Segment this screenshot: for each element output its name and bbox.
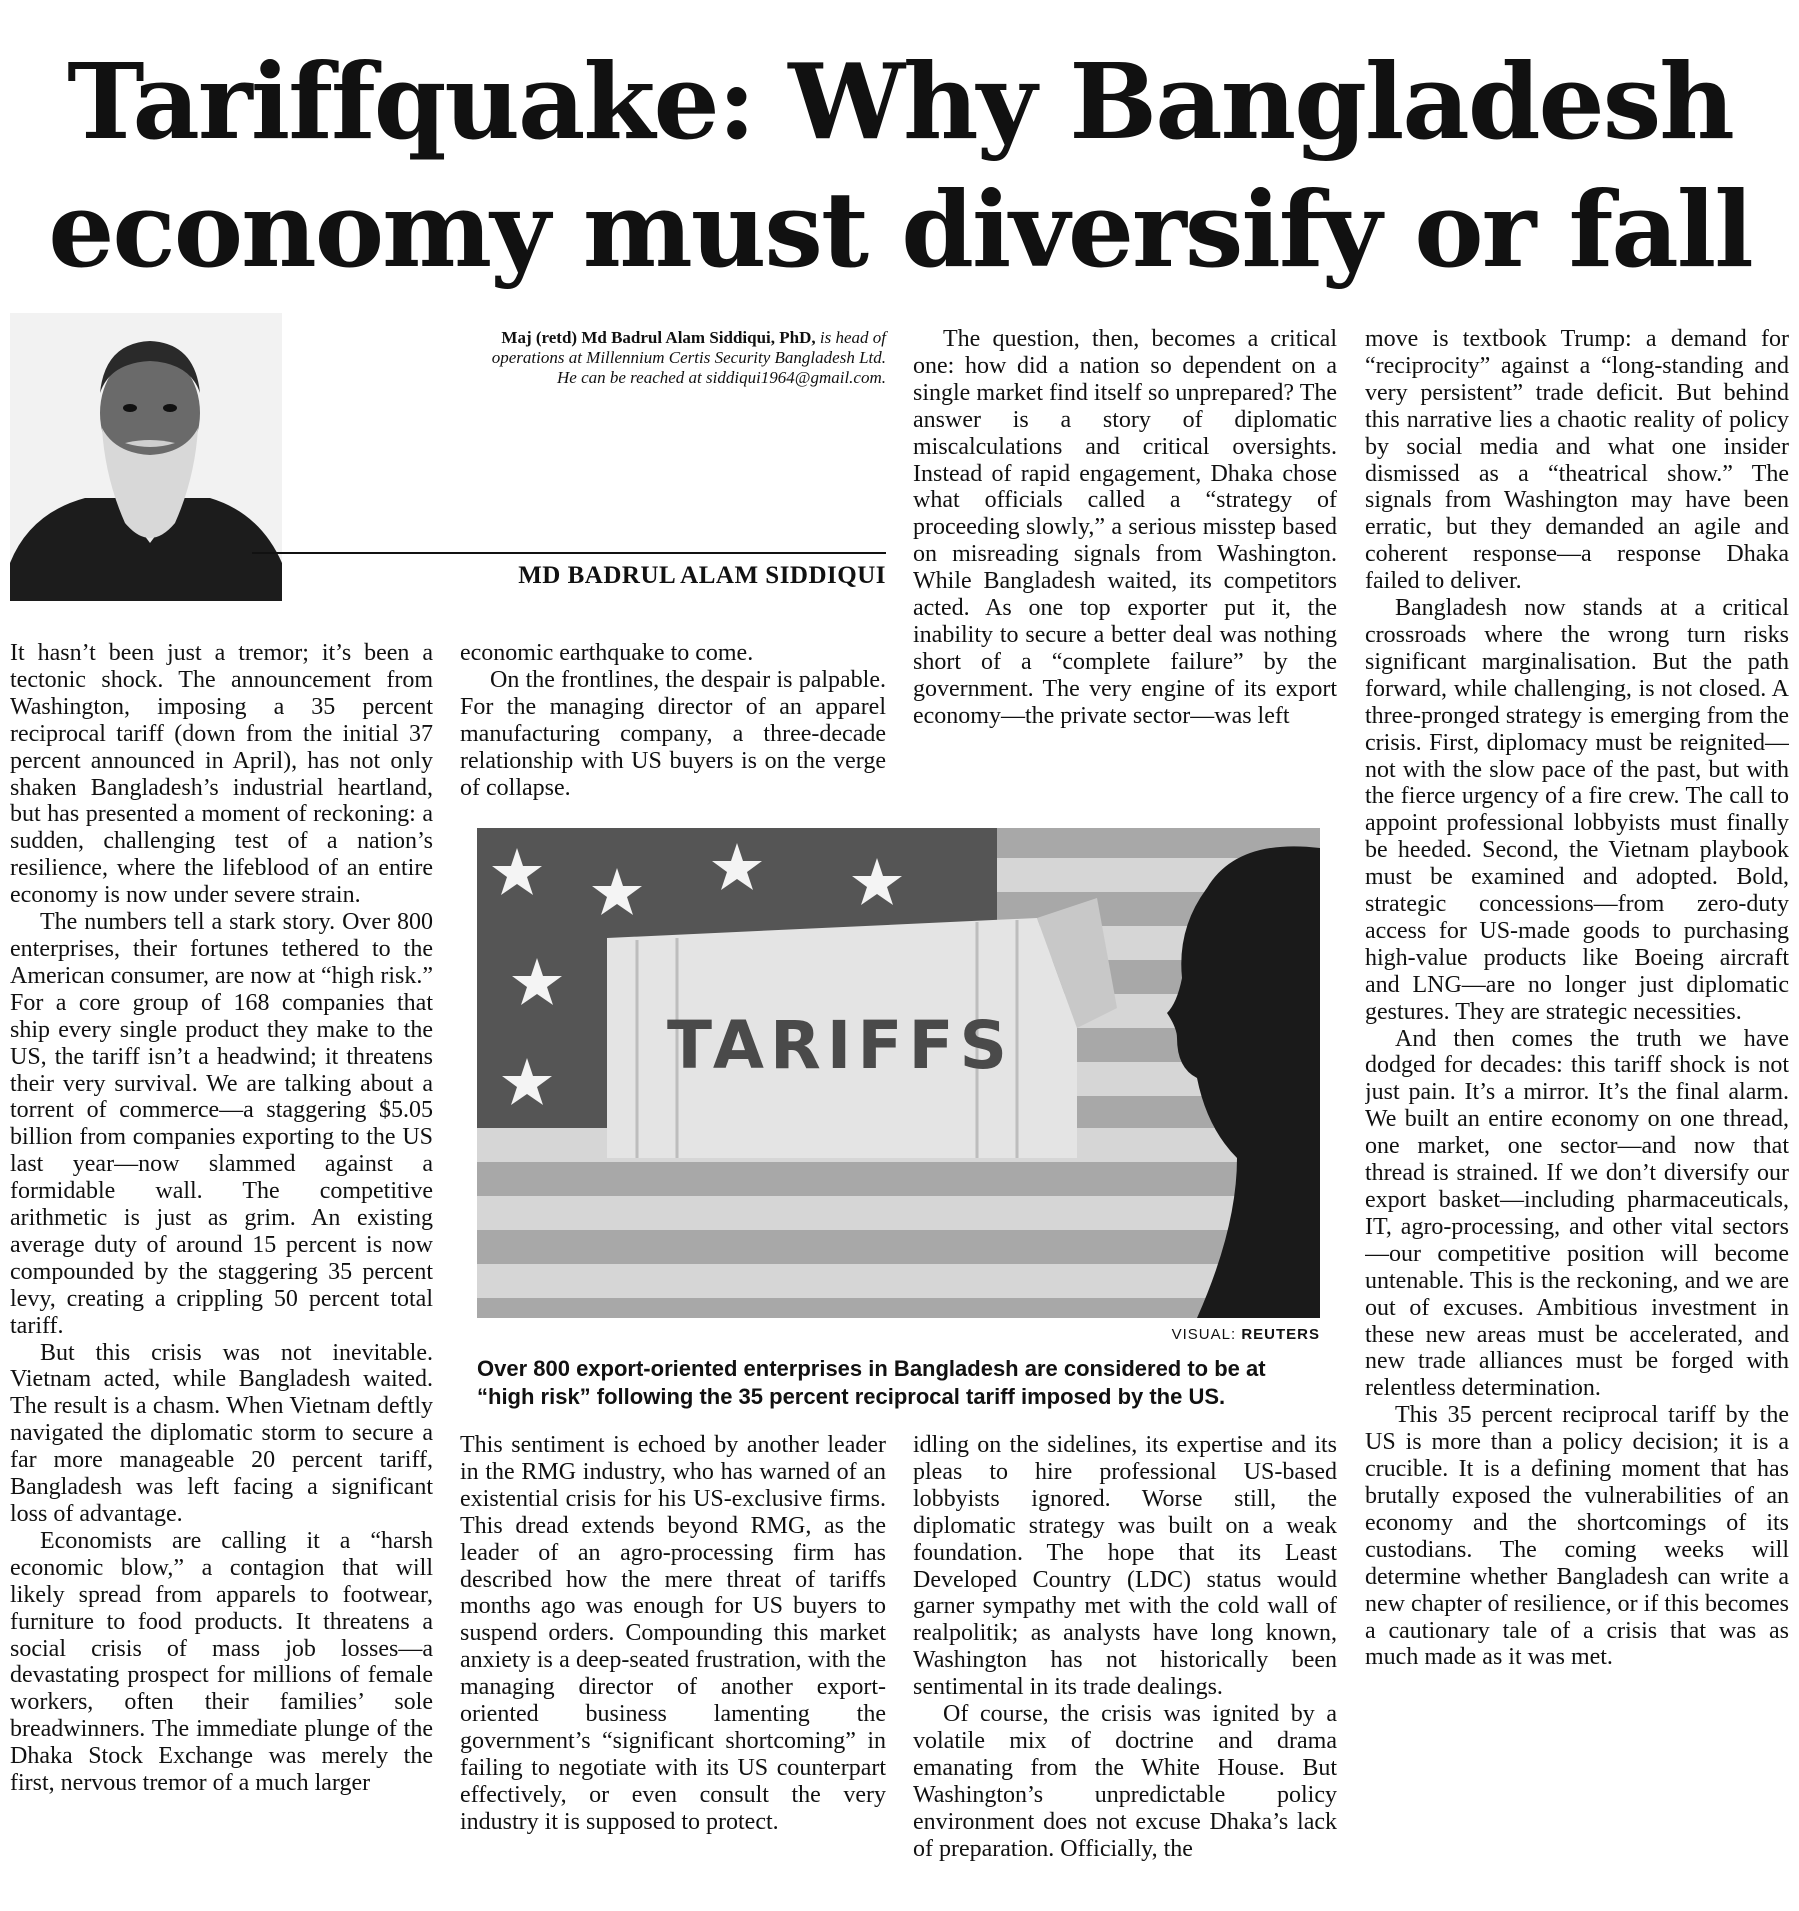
paragraph: move is textbook Trump: a demand for “reciprocity” against a “long-standing and very persistent” trade deficit. But behind this narrative lies a chaotic reality of policy by social media and what one insider dismissed as a “theatrical show.” The signals from Washington may have been erratic, but they demanded an agile and coherent response—a response Dhaka failed to deliver. (1365, 326, 1789, 595)
byline-rule (252, 552, 886, 554)
body-column-1 (10, 640, 433, 1902)
headline-line-2: economy must diversify or fall (48, 168, 1752, 291)
author-note (470, 328, 886, 388)
paragraph: Bangladesh now stands at a critical crossroads where the wrong turn risks significant marginalisation. But the path forward, while challenging, is not closed. A three-pronged strategy is emerging from the crisis. First, diplomacy must be reignited—not with the slow pace of the past, but with the fierce urgency of a fire crew. The call to appoint professional lobbyists must finally be heeded. Second, the Vietnam playbook must be examined and adopted. Bold, strategic concessions—from zero-duty access for US-made goods to purchasing high-value products like Boeing aircraft and LNG—are no longer just diplomatic gestures. They are strategic necessities. (1365, 595, 1789, 1025)
author-portrait (10, 313, 282, 601)
visual-caption: Over 800 export-oriented enterprises in Bangladesh are considered to be at “high risk” following the 35 percent reciprocal tariff imposed by the US. (477, 1356, 1266, 1409)
paragraph: Economists are calling it a “harsh economic blow,” a contagion that will likely spread from apparels to footwear, furniture to food products. It threatens a social crisis of mass job losses—a devastating prospect for millions of female workers, often their families’ sole breadwinners. The immediate plunge of the Dhaka Stock Exchange was merely the first, nervous tremor of a much larger (10, 1527, 433, 1797)
paragraph: Of course, the crisis was ignited by a volatile mix of doctrine and drama emanating from the White House. But Washington’s unpredictable policy environment does not excuse Dhaka’s lack of preparation. Officially, the (913, 1701, 1337, 1862)
body-column-3-top (913, 326, 1337, 808)
paragraph: idling on the sidelines, its expertise and its pleas to hire professional US-based lobbyists ignored. Worse still, the diplomatic strategy was built on a weak foundation. The hope that its Least Developed Country (LDC) status would garner sympathy met with the cold wall of realpolitik; as analysts have long known, Washington has not historically been sentimental in its trade dealings. (913, 1432, 1337, 1701)
article-headline (40, 38, 1760, 294)
visual-credit (1000, 1326, 1320, 1343)
author-note-text: is head of operations at Millennium Certis Security Bangladesh Ltd. He can be reached at siddiqui1964@gmail.com. (491, 328, 886, 387)
paragraph: economic earthquake to come. (460, 640, 754, 666)
article-visual (477, 828, 1320, 1318)
paragraph: The numbers tell a stark story. Over 800 enterprises, their fortunes tethered to the American consumer, are now at “high risk.” For a core group of 168 companies that ship every single product they make to the US, the tariff isn’t a headwind; it threatens their very survival. We are talking about a torrent of commerce—a staggering $5.05 billion from companies exporting to the US last year—now slammed against a formidable wall. The competitive arithmetic is just as grim. An existing average duty of around 15 percent is now compounded by the staggering 35 percent levy, creating a crippling 50 percent total tariff. (10, 909, 433, 1339)
credit-label: VISUAL: (1171, 1326, 1237, 1343)
body-column-4 (1365, 326, 1789, 1904)
body-column-3-bottom (913, 1432, 1337, 1904)
container-label: TARIFFS (667, 1007, 1014, 1084)
credit-source: REUTERS (1241, 1326, 1320, 1343)
author-note-name: Maj (retd) Md Badrul Alam Siddiqui, PhD, (501, 328, 816, 347)
paragraph: But this crisis was not inevitable. Vietnam acted, while Bangladesh waited. The result is a chasm. When Vietnam deftly navigated the diplomatic storm to secure a far more manageable 20 percent tariff, Bangladesh was left facing a significant loss of advantage. (10, 1339, 433, 1527)
paragraph: This 35 percent reciprocal tariff by the US is more than a policy decision; it is a crucible. It is a defining moment that has brutally exposed the vulnerabilities of an economy and the shortcomings of its custodians. The coming weeks will determine whether Bangladesh can write a new chapter of resilience, or if this becomes a cautionary tale of a crisis that was as much made as it was met. (1365, 1402, 1789, 1671)
paragraph: The question, then, becomes a critical one: how did a nation so dependent on a single market find itself so unprepared? The answer is a story of diplomatic miscalculations and critical oversights. Instead of rapid engagement, Dhaka chose what officials called a “strategy of proceeding slowly,” a serious misstep based on misreading signals from Washington. While Bangladesh waited, its competitors acted. As one top exporter put it, the inability to secure a better deal was nothing short of a “complete failure” by the government. The very engine of its export economy—the private sector—was left (913, 326, 1337, 729)
headline-line-1: Tariffquake: Why Bangladesh (67, 40, 1733, 163)
body-column-2-bottom (460, 1432, 886, 1904)
paragraph: This sentiment is echoed by another leader in the RMG industry, who has warned of an existential crisis for his US-exclusive firms. This dread extends beyond RMG, as the leader of an agro-processing firm has described how the mere threat of tariffs months ago was enough for US buyers to suspend orders. Compounding this market anxiety is a deep-seated frustration, with the managing director of another export-oriented business lamenting the government’s “significant shortcoming” in failing to negotiate with its US counterpart effectively, or even consult the very industry it is supposed to protect. (460, 1432, 886, 1835)
paragraph: And then comes the truth we have dodged for decades: this tariff shock is not just pain. It’s a mirror. It’s the final alarm. We built an entire economy on one thread, one market, one sector—and now that thread is strained. If we don’t diversify our export basket—including pharmaceuticals, IT, agro-processing, and other vital sectors—our competitive position will become untenable. This is the reckoning, and we are out of excuses. Ambitious investment in these new areas must be accelerated, and new trade alliances must be forged with relentless determination. (1365, 1025, 1789, 1402)
paragraph: On the frontlines, the despair is palpable. For the managing director of an apparel manufacturing company, a three-decade relationship with US buyers is on the verge of collapse. (460, 666, 886, 801)
author-byline: MD BADRUL ALAM SIDDIQUI (518, 562, 886, 589)
paragraph: It hasn’t been just a tremor; it’s been a tectonic shock. The announcement from Washington, imposing a 35 percent reciprocal tariff (down from the initial 37 percent announced in April), has not only shaken Bangladesh’s industrial heartland, but has presented a moment of reckoning: a sudden, challenging test of a nation’s resilience, where the lifeblood of an entire economy is now under severe strain. (10, 640, 433, 909)
body-column-2-top (460, 640, 886, 808)
